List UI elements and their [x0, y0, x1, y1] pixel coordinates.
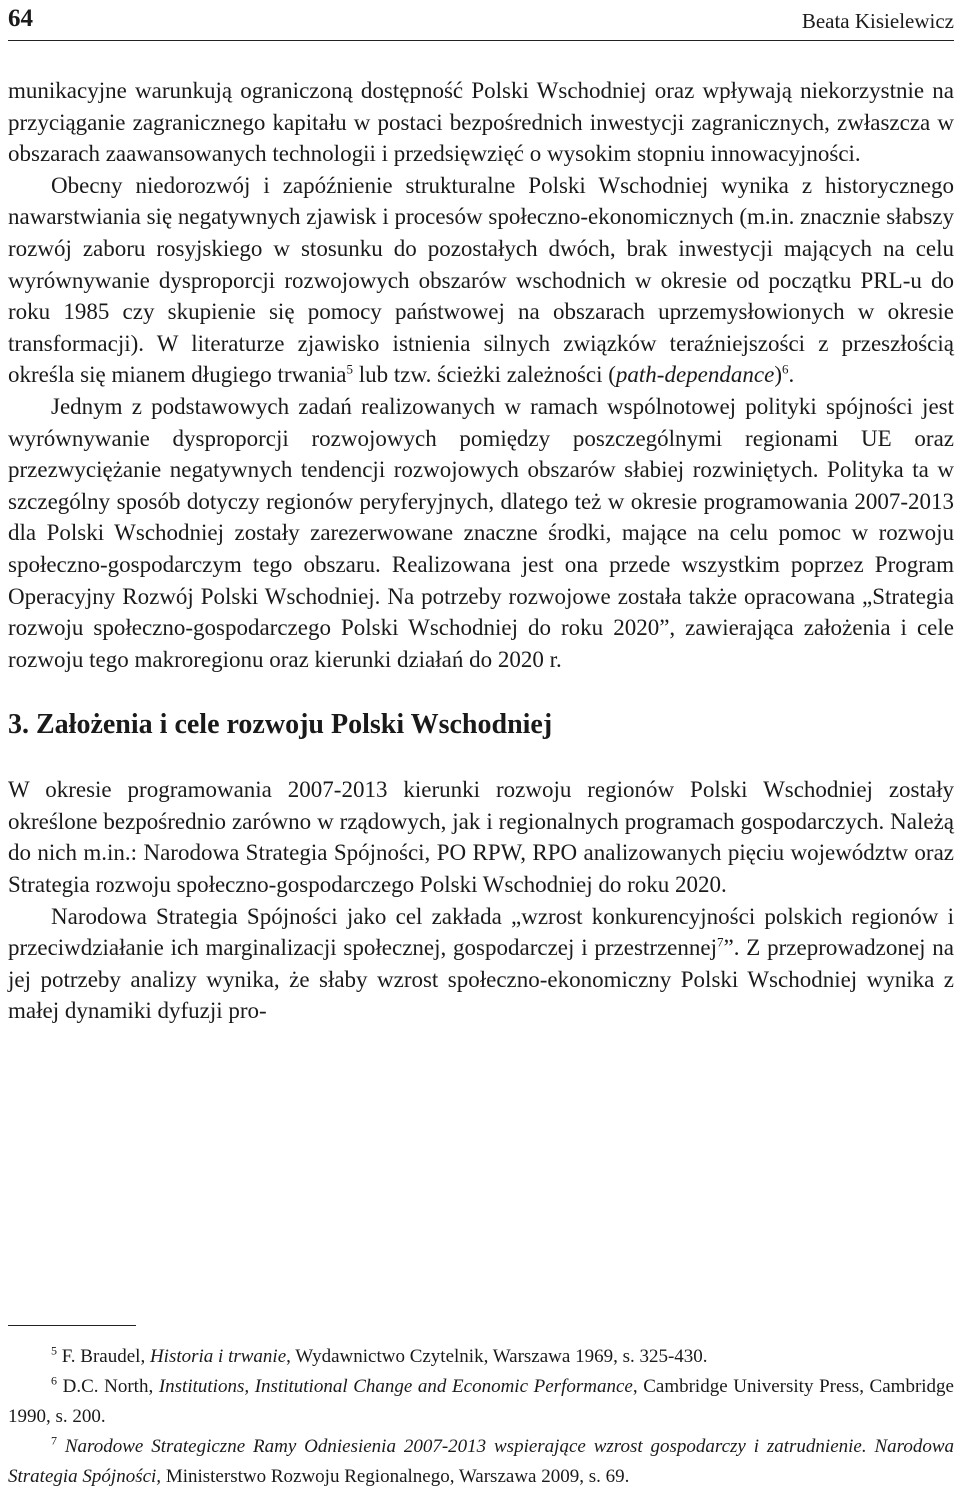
running-head-author: Beata Kisielewicz — [801, 9, 954, 33]
paragraph-5-text: Narodowa Strategia Spójności jako cel zakłada „wzrost konkurencyjności polskich regionów i przeciwdziałanie ich marginalizacji społecznej, gospodarczej i przestrzennej — [8, 903, 954, 961]
paragraph-2-italic-term: path-dependance — [615, 362, 775, 388]
page-header — [8, 2, 954, 41]
paragraph-4: W okresie programowania 2007-2013 kierunki rozwoju regionów Polski Wschodniej zostały określone bezpośrednio zarówno w rządowych, jak i regionalnych programach gospodarczych. Należą do nich m.in.: Narodowa Strategia Spójności, PO RPW, RPO analizowanych pięciu województw oraz Strategia rozwoju społeczno-gospodarczego Polski Wschodniej do roku 2020. — [8, 777, 954, 898]
footnote-number: 5 — [51, 1343, 57, 1358]
paragraph-2-text: Obecny niedorozwój i zapóźnienie strukturalne Polski Wschodniej wynika z historycznego nawarstwiania się negatywnych zjawisk i procesów społeczno-ekonomicznych (m.in. znacznie słabszy rozwój zaboru rosyjskiego w stosunku do pozostałych dwóch, brak inwestycji mających na celu wyrównywanie dysproporcji rozwojowych obszarów wschodnich w okresie od początku PRL-u do roku 1985 czy skupienie się pomocy państwowej na obszarach uprzemysłowionych w okresie transformacji). W literaturze zjawisko istnienia silnych związków teraźniejszości z przeszłością określa się mianem długiego trwania — [8, 172, 954, 388]
document-page — [8, 0, 954, 1485]
footnote-title: Institutions, Institutional Change and Economic Performance — [158, 1376, 633, 1397]
paragraph-2-text-c: ) — [774, 362, 782, 388]
paragraph-2-text-b: lub tzw. ścieżki zależności ( — [353, 362, 616, 388]
footnote-text: Ministerstwo Rozwoju Regionalnego, Warszawa 2009, s. 69. — [161, 1466, 630, 1487]
paragraph-1: munikacyjne warunkują ograniczoną dostępność Polski Wschodniej oraz wpływają niekorzystnie na przyciąganie zagranicznego kapitału w postaci bezpośrednich inwestycji zagranicznych, zwłaszcza w obszarach zaawansowanych technologii i przedsięwzięć o wysokim stopniu innowacyjności. — [8, 78, 954, 167]
footnote-text: , Cambridge University Press, Cambridge 1990, s. 200. — [8, 1376, 954, 1427]
footnote-text: D.C. North, — [57, 1376, 159, 1397]
footnote-title: Historia i trwanie — [149, 1346, 287, 1367]
footnote-ref-6[interactable]: 6 — [781, 361, 789, 377]
footnote-number: 7 — [51, 1433, 57, 1448]
paragraph-5-text-b: ”. Z przeprowadzonej na jej potrzeby analizy wynika, że słaby wzrost społeczno-ekonomiczny Polski Wschodniej wynika z małej dynamiki dyfuzji pro- — [8, 935, 954, 1024]
section-heading: 3. Założenia i cele rozwoju Polski Wschodniej — [8, 709, 553, 741]
paragraph-3: Jednym z podstawowych zadań realizowanych w ramach wspólnotowej polityki spójności jest wyrównywanie dysproporcji rozwojowych pomiędzy poszczególnymi regionami UE oraz przezwyciężanie negatywnych tendencji rozwojowych obszarów słabiej rozwiniętych. Polityka ta w szczególny sposób dotyczy regionów peryferyjnych, dlatego też w okresie programowania 2007-2013 dla Polski Wschodniej zostały zarezerwowane znaczne środki, mające na celu pomoc w rozwoju społeczno-gospodarczym tego obszaru. Realizowana jest ona przede wszystkim poprzez Program Operacyjny Rozwój Polski Wschodniej. Na potrzeby rozwojowe została także opracowana „Strategia rozwoju społeczno-gospodarczego Polski Wschodniej do roku 2020”, zawierająca założenia i cele rozwoju tego makroregionu oraz kierunki działań do 2020 r. — [8, 393, 954, 672]
paragraph-2-text-d: . — [788, 362, 795, 388]
footnote-title: Narodowe Strategiczne Ramy Odniesienia 2007-2013 wspierające wzrost gospodarczy i zatrudnienie. Narodowa Strategia Spójności, — [8, 1436, 954, 1487]
footnote-text: F. Braudel, — [57, 1346, 150, 1367]
paragraph-5 — [8, 901, 954, 1027]
footnote-text: , Wydawnictwo Czytelnik, Warszawa 1969, s. 325-430. — [286, 1346, 708, 1367]
footnotes — [8, 1342, 954, 1492]
footnote-ref-5[interactable]: 5 — [346, 361, 354, 377]
footnote-divider — [8, 1325, 136, 1326]
page-number: 64 — [8, 5, 33, 32]
footnote-ref-7[interactable]: 7 — [717, 934, 724, 950]
paragraph-2 — [8, 170, 954, 391]
footnote-7 — [8, 1432, 954, 1492]
body-text — [8, 75, 954, 1027]
footnote-text — [57, 1436, 65, 1457]
footnote-number: 6 — [51, 1373, 57, 1388]
footnote-5 — [8, 1342, 954, 1372]
footnote-6 — [8, 1372, 954, 1432]
